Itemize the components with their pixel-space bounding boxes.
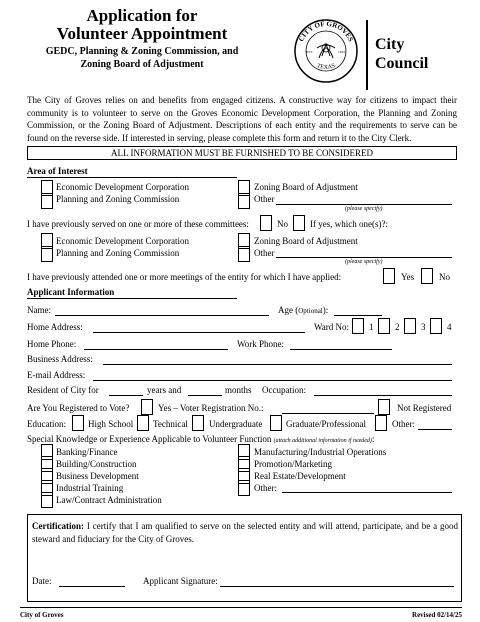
attended-yes-label: Yes bbox=[401, 272, 415, 282]
skill-law-checkbox[interactable] bbox=[41, 492, 53, 508]
edu-graduate-checkbox[interactable] bbox=[270, 415, 282, 431]
resident-months-field[interactable] bbox=[188, 395, 222, 396]
business-address-field[interactable] bbox=[103, 364, 452, 365]
months-label: months bbox=[225, 385, 252, 395]
age-label: Age (Optional): bbox=[278, 305, 329, 315]
area-heading-rule bbox=[27, 177, 237, 178]
occupation-label: Occupation: bbox=[262, 385, 306, 395]
business-address-label: Business Address: bbox=[27, 354, 93, 364]
home-address-label: Home Address: bbox=[27, 322, 83, 332]
home-phone-field[interactable] bbox=[84, 349, 228, 350]
skill-training-label: Industrial Training bbox=[56, 483, 124, 493]
signature-label: Applicant Signature: bbox=[143, 576, 218, 586]
footer-rule bbox=[20, 607, 462, 608]
edu-technical-label: Technical bbox=[153, 419, 188, 429]
footer-right: Revised 02/14/25 bbox=[412, 611, 462, 619]
skill-realestate-label: Real Estate/Development bbox=[254, 471, 346, 481]
seal-est: EST. bbox=[306, 50, 313, 54]
skill-law-label: Law/Contract Administration bbox=[56, 495, 162, 505]
certification-text: Certification: I certify that I am qualified to serve on the selected entity and will attend, participate, and be a good steward and fiduciary for the City of Groves. bbox=[32, 521, 458, 544]
name-label: Name: bbox=[27, 305, 51, 315]
prev-served-if-yes: If yes, which one(s)?: bbox=[310, 219, 388, 229]
skill-marketing-label: Promotion/Marketing bbox=[254, 459, 332, 469]
voter-registration-field[interactable] bbox=[282, 413, 374, 414]
prev-served-question: I have previously served on one or more of these committees: bbox=[27, 219, 249, 229]
city-council-label bbox=[375, 35, 428, 73]
area-please-specify: (please specify) bbox=[345, 206, 383, 212]
resident-years-field[interactable] bbox=[109, 395, 143, 396]
city-seal-icon bbox=[293, 18, 359, 84]
prev-pzc-checkbox[interactable] bbox=[41, 246, 53, 262]
form-title-line2: Volunteer Appointment bbox=[56, 24, 228, 43]
signature-field[interactable] bbox=[220, 586, 454, 587]
prev-other-checkbox[interactable] bbox=[238, 246, 250, 262]
education-label: Education: bbox=[27, 419, 66, 429]
skill-other-field[interactable] bbox=[282, 492, 452, 493]
attended-question: I have previously attended one or more meetings of the entity for which I have applied: bbox=[27, 272, 342, 282]
prev-edc-label: Economic Development Corporation bbox=[56, 236, 189, 246]
area-heading: Area of Interest bbox=[27, 166, 88, 176]
skill-other-checkbox[interactable] bbox=[238, 480, 250, 496]
skill-manufacturing-label: Manufacturing/Industrial Operations bbox=[254, 447, 387, 457]
applicant-heading: Applicant Information bbox=[27, 287, 115, 297]
name-field[interactable] bbox=[55, 315, 269, 316]
occupation-field[interactable] bbox=[314, 395, 452, 396]
form-subtitle-line2: Zoning Board of Adjustment bbox=[80, 59, 204, 70]
attended-yes-checkbox[interactable] bbox=[383, 268, 395, 284]
council-line1: City bbox=[375, 36, 405, 53]
area-other-field[interactable] bbox=[276, 204, 452, 205]
edu-other-field[interactable] bbox=[418, 429, 452, 430]
registered-question: Are You Registered to Vote? bbox=[27, 403, 130, 413]
edu-other-label: Other: bbox=[392, 419, 415, 429]
attended-no-checkbox[interactable] bbox=[421, 268, 433, 284]
prev-other-label: Other bbox=[254, 248, 275, 258]
prev-zba-label: Zoning Board of Adjustment bbox=[254, 236, 358, 246]
years-and-label: years and bbox=[147, 385, 182, 395]
age-field[interactable] bbox=[334, 315, 382, 316]
pzc-label: Planning and Zoning Commission bbox=[56, 194, 180, 204]
ward-1-label: 1 bbox=[369, 322, 374, 332]
area-other-label: Other bbox=[254, 194, 275, 204]
home-address-field[interactable] bbox=[93, 332, 305, 333]
email-field[interactable] bbox=[93, 380, 452, 381]
edu-technical-checkbox[interactable] bbox=[137, 415, 149, 431]
edu-undergrad-checkbox[interactable] bbox=[192, 415, 204, 431]
prev-pzc-label: Planning and Zoning Commission bbox=[56, 248, 180, 258]
notice-banner: ALL INFORMATION MUST BE FURNISHED TO BE CONSIDERED bbox=[27, 146, 457, 160]
edu-highschool-checkbox[interactable] bbox=[72, 415, 84, 431]
ward-3-label: 3 bbox=[421, 322, 426, 332]
prev-please-specify: (please specify) bbox=[345, 259, 383, 265]
edu-undergrad-label: Undergraduate bbox=[209, 419, 263, 429]
date-field[interactable] bbox=[59, 586, 125, 587]
voter-yes-label: Yes – Voter Registration No.: bbox=[158, 403, 264, 413]
ward-2-checkbox[interactable] bbox=[378, 318, 390, 334]
skill-bizdev-label: Business Development bbox=[56, 471, 139, 481]
seal-year: 1952 bbox=[338, 50, 345, 54]
email-label: E-mail Address: bbox=[27, 370, 86, 380]
ward-3-checkbox[interactable] bbox=[404, 318, 416, 334]
attended-no-label: No bbox=[439, 272, 450, 282]
date-label: Date: bbox=[32, 576, 52, 586]
not-registered-label: Not Registered bbox=[397, 403, 452, 413]
prev-served-yes-checkbox[interactable] bbox=[293, 215, 305, 231]
special-knowledge-label: Special Knowledge or Experience Applicable to Volunteer Function (attach additional information if needed): bbox=[27, 434, 375, 444]
pzc-checkbox[interactable] bbox=[41, 193, 53, 209]
edc-label: Economic Development Corporation bbox=[56, 182, 189, 192]
not-registered-checkbox[interactable] bbox=[378, 399, 390, 415]
form-subtitle-line1: GEDC, Planning & Zoning Commission, and bbox=[45, 46, 239, 57]
skill-other-label: Other: bbox=[254, 483, 277, 493]
prev-served-no-checkbox[interactable] bbox=[260, 215, 272, 231]
edu-graduate-label: Graduate/Professional bbox=[286, 419, 366, 429]
applicant-heading-rule bbox=[27, 298, 237, 299]
header-divider bbox=[366, 20, 368, 90]
area-other-checkbox[interactable] bbox=[238, 193, 250, 209]
edu-other-checkbox[interactable] bbox=[375, 415, 387, 431]
ward-label: Ward No: bbox=[314, 322, 350, 332]
council-line2: Council bbox=[375, 55, 429, 72]
ward-4-label: 4 bbox=[447, 322, 452, 332]
intro-paragraph: The City of Groves relies on and benefits from engaged citizens. A constructive way for citizens to impact their community is to volunteer to serve on the Groves Economic Development Corporation, the Planning and Zoning Commission, or the Zoning Board of Adjustment. Descriptions of each entity and the requirements to serve can be found on the reverse side. If interested in serving, please complete this form and return it to the City Clerk. bbox=[27, 95, 457, 143]
ward-1-checkbox[interactable] bbox=[352, 318, 364, 334]
home-phone-label: Home Phone: bbox=[27, 339, 77, 349]
prev-other-field[interactable] bbox=[276, 257, 452, 258]
ward-2-label: 2 bbox=[395, 322, 400, 332]
prev-served-no-label: No bbox=[277, 219, 288, 229]
ward-4-checkbox[interactable] bbox=[430, 318, 442, 334]
skill-construction-label: Building/Construction bbox=[56, 459, 137, 469]
skill-banking-label: Banking/Finance bbox=[56, 447, 118, 457]
edu-highschool-label: High School bbox=[88, 419, 134, 429]
resident-label: Resident of City for bbox=[27, 385, 99, 395]
footer-left: City of Groves bbox=[20, 611, 64, 619]
work-phone-field[interactable] bbox=[290, 349, 392, 350]
zba-label: Zoning Board of Adjustment bbox=[254, 182, 358, 192]
seal-top-text: CITY OF GROVES bbox=[297, 19, 355, 43]
work-phone-label: Work Phone: bbox=[237, 339, 285, 349]
seal-bottom-text: TEXAS bbox=[315, 63, 337, 71]
form-title-line1: Application for bbox=[86, 6, 198, 25]
voter-yes-checkbox[interactable] bbox=[141, 399, 153, 415]
